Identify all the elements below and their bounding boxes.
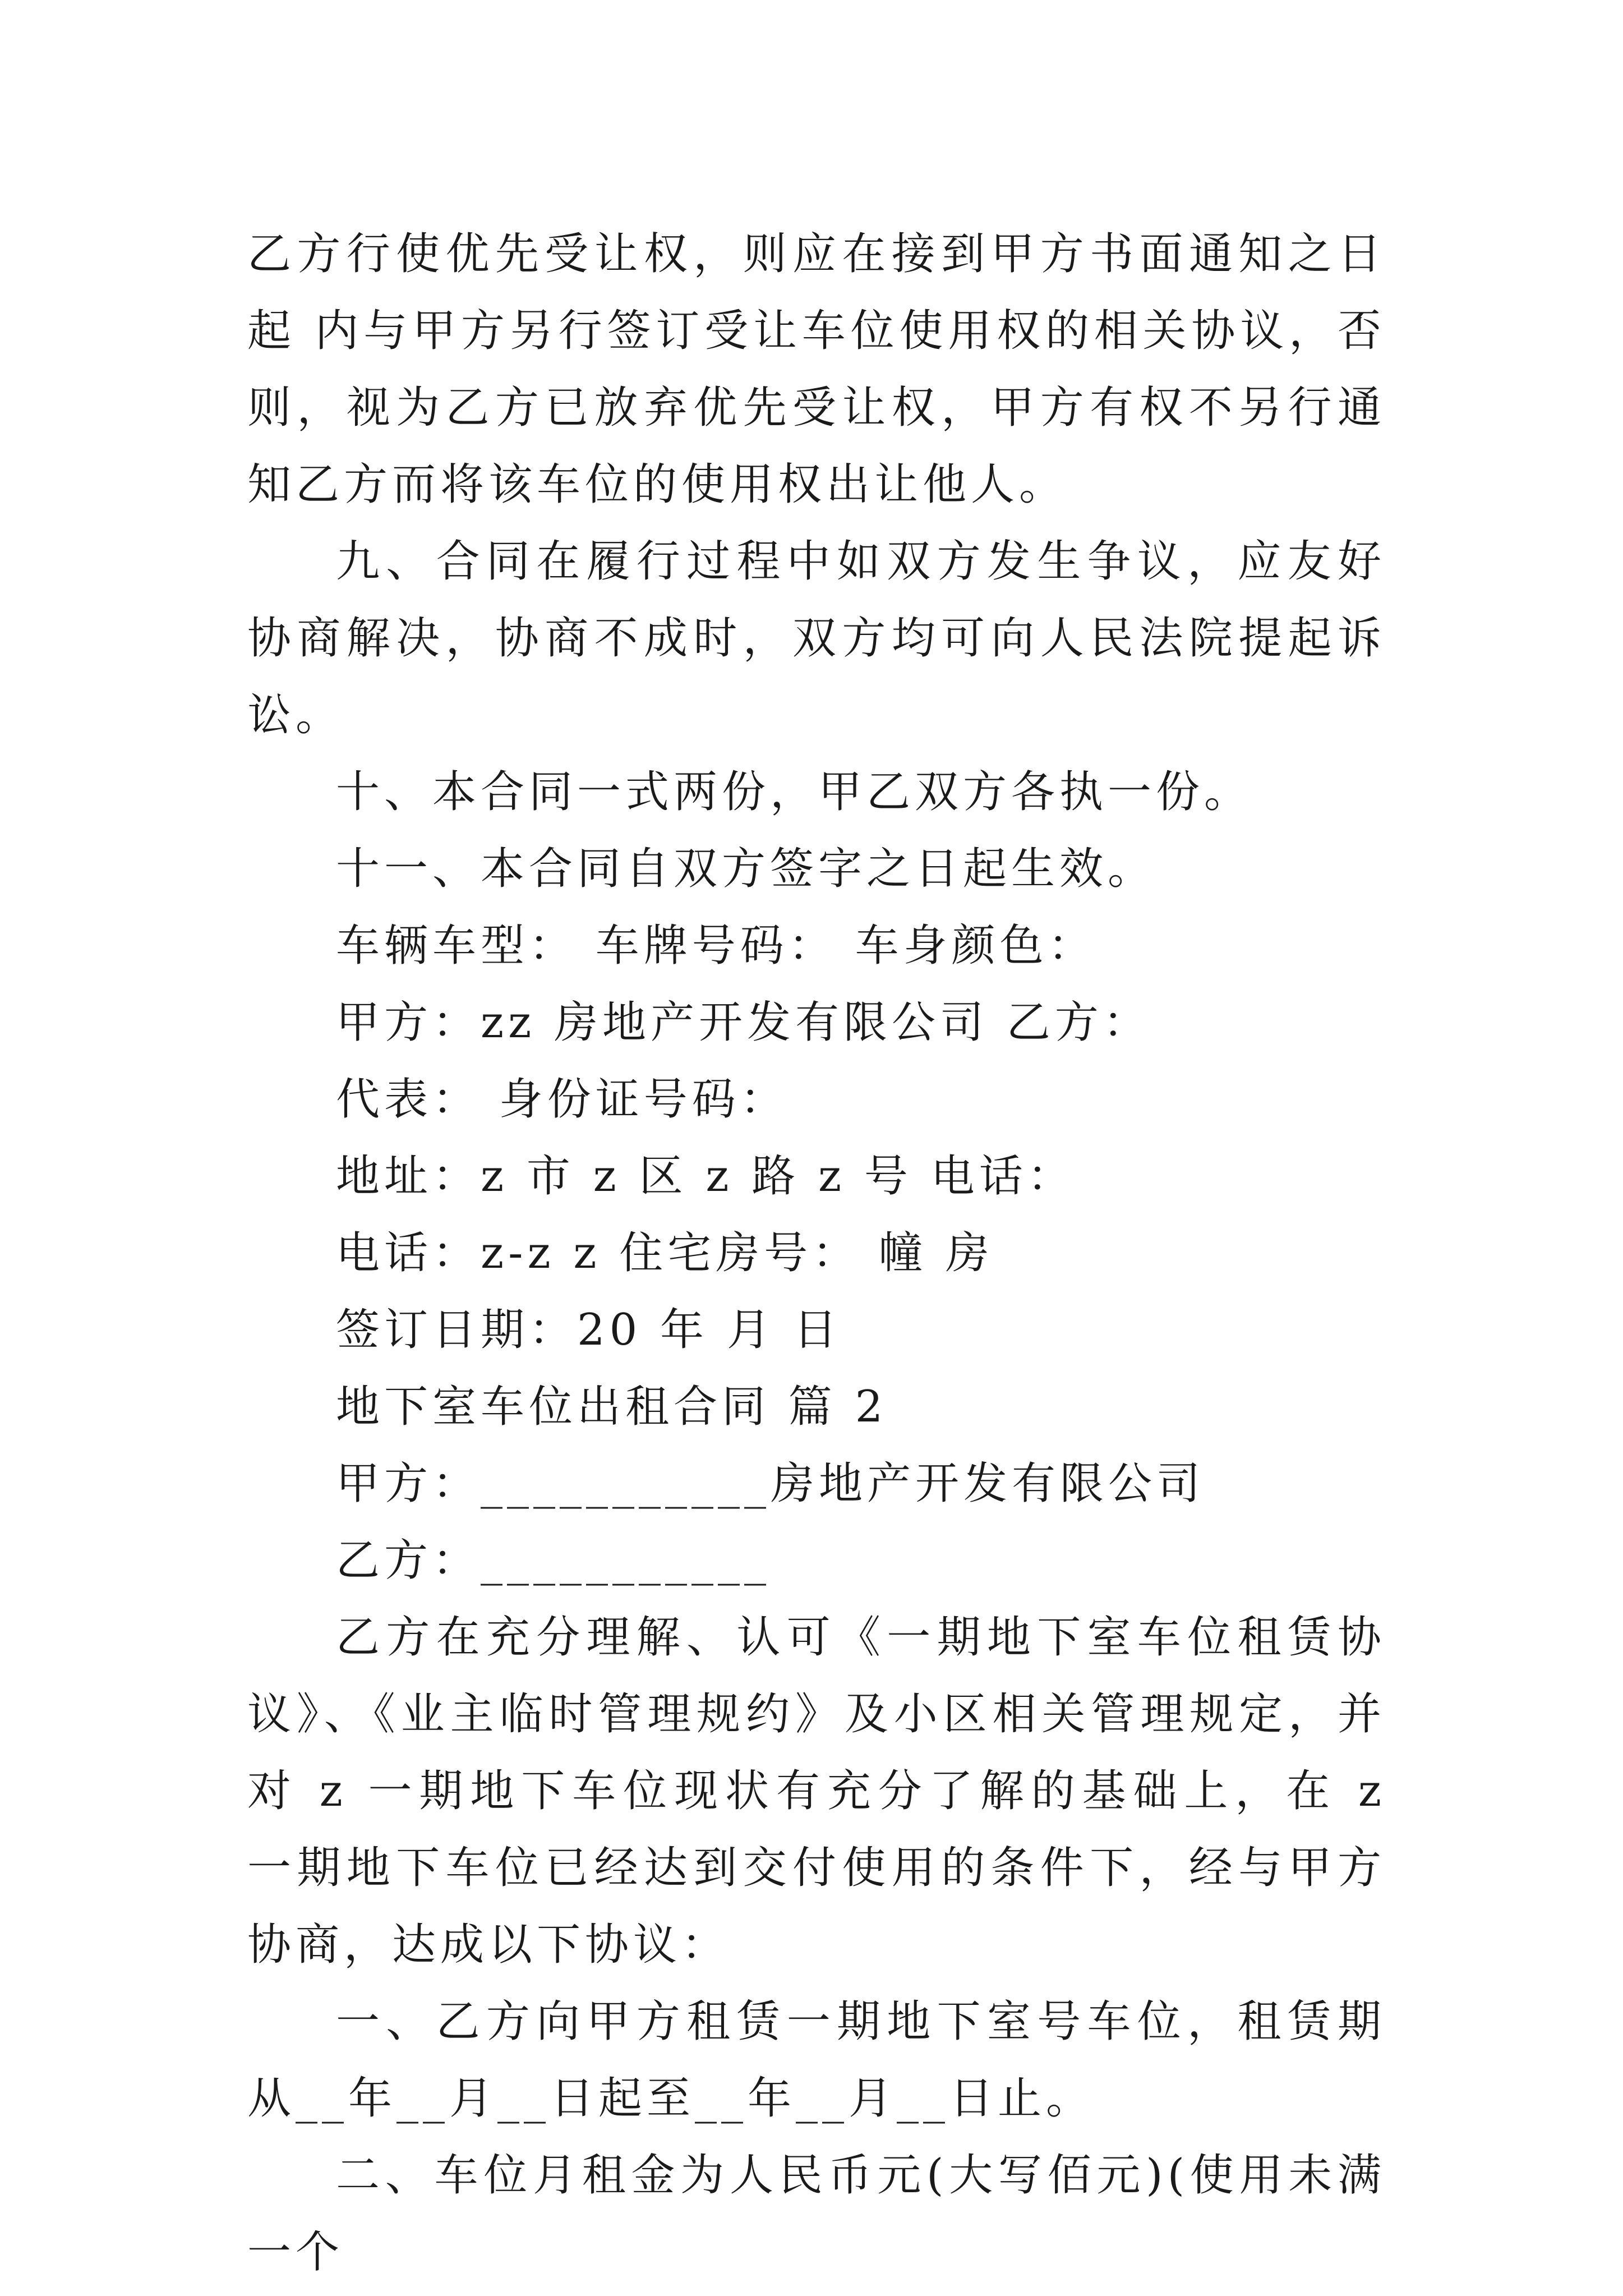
party-a-line: 甲方：zz 房地产开发有限公司 乙方：: [336, 997, 1151, 1048]
party-b-blank-line: 乙方：___________: [336, 1535, 771, 1586]
paragraph-clause-11: 十一、本合同自双方签字之日起生效。: [336, 844, 1156, 894]
paragraph-lease-clause-1: 一、乙方向甲方租赁一期地下室号车位，租赁期从__年__月__日起至__年__月__日止。: [247, 1996, 1386, 2124]
document-body: [247, 216, 1386, 2291]
signing-date-line: 签订日期：20 年 月 日: [336, 1305, 842, 1355]
paragraph-lease-clause-2: 二、车位月租金为人民币元(大写佰元)(使用未满一个: [247, 2150, 1386, 2277]
paragraph-clause-9: 九、合同在履行过程中如双方发生争议，应友好协商解决，协商不成时，双方均可向人民法院提起诉讼。: [247, 536, 1386, 740]
paragraph-clause-10: 十、本合同一式两份，甲乙双方各执一份。: [336, 767, 1253, 817]
address-line: 地址：z 市 z 区 z 路 z 号 电话：: [336, 1151, 1076, 1202]
party-a-blank-line: 甲方：___________房地产开发有限公司: [336, 1458, 1205, 1509]
phone-line: 电话：z-z z 住宅房号： 幢 房: [336, 1228, 994, 1278]
representative-line: 代表： 身份证号码：: [336, 1074, 789, 1125]
section-heading-part-2: 地下室车位出租合同 篇 2: [336, 1382, 888, 1432]
paragraph-priority-transfer: 乙方行使优先受让权，则应在接到甲方书面通知之日起 内与甲方另行签订受让车位使用权的相关协议，否则，视为乙方已放弃优先受让权，甲方有权不另行通知乙方而将该车位的使用权出让他人。: [247, 229, 1386, 510]
paragraph-agreement-basis: 乙方在充分理解、认可《一期地下室车位租赁协议》、《业主临时管理规约》及小区相关管理规定，并对 z 一期地下车位现状有充分了解的基础上，在 z 一期地下车位已经达到交付使用的条件下，经与甲方协商，达成以下协议：: [247, 1612, 1386, 1970]
vehicle-info-line: 车辆车型： 车牌号码： 车身颜色：: [336, 921, 1096, 971]
